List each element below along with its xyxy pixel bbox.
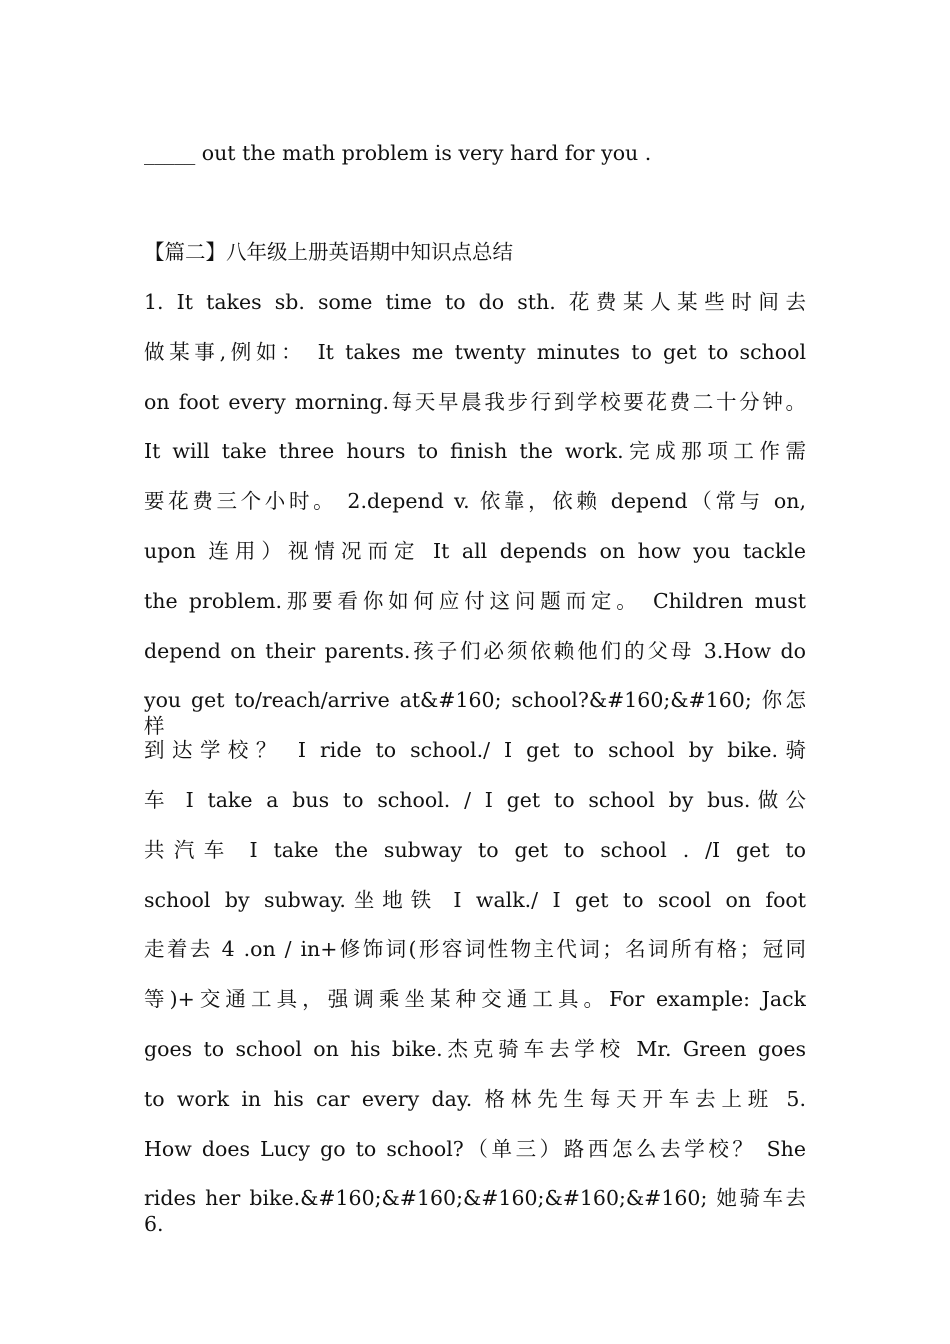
body-line: school by subway.坐地铁 I walk./ I get to scool on foot — [144, 888, 806, 912]
body-line: 车 I take a bus to school. / I get to school by bus.做公 — [144, 788, 806, 812]
body-line: 到达学校？ I ride to school./ I get to school by bike.骑 — [144, 738, 806, 762]
body-line: you get to/reach/arrive at&#160; school?&#160;&#160; 你怎样 — [144, 688, 806, 738]
body-line: How does Lucy go to school?（单三）路西怎么去学校？ She — [144, 1137, 806, 1161]
body-line: goes to school on his bike.杰克骑车去学校 Mr. Green goes — [144, 1037, 806, 1061]
body-line: 走着去 4 .on / in+修饰词(形容词性物主代词；名词所有格；冠同 — [144, 937, 806, 961]
body-line: the problem.那要看你如何应付这问题而定。 Children must — [144, 589, 806, 613]
lead-line: _____ out the math problem is very hard for you . — [144, 141, 652, 165]
body-line: 1. It takes sb. some time to do sth. 花费某人某些时间去 — [144, 290, 806, 314]
body-line: 共汽车 I take the subway to get to school . /I get to — [144, 838, 806, 862]
body-line: 要花费三个小时。 2.depend v. 依靠，依赖 depend（常与 on, — [144, 489, 806, 513]
section-heading: 【篇二】八年级上册英语期中知识点总结 — [144, 240, 513, 264]
body-line: 等)+交通工具，强调乘坐某种交通工具。For example: Jack — [144, 987, 806, 1011]
body-line: It will take three hours to finish the work.完成那项工作需 — [144, 439, 806, 463]
body-line: depend on their parents.孩子们必须依赖他们的父母 3.How do — [144, 639, 806, 663]
body-line: on foot every morning.每天早晨我步行到学校要花费二十分钟。 — [144, 390, 806, 414]
body-line: upon 连用）视情况而定 It all depends on how you tackle — [144, 539, 806, 563]
body-line: rides her bike.&#160;&#160;&#160;&#160;&#160; 她骑车去 6. — [144, 1186, 806, 1236]
body-line: 做某事,例如： It takes me twenty minutes to get to school — [144, 340, 806, 364]
body-line: to work in his car every day. 格林先生每天开车去上班 5. — [144, 1087, 806, 1111]
